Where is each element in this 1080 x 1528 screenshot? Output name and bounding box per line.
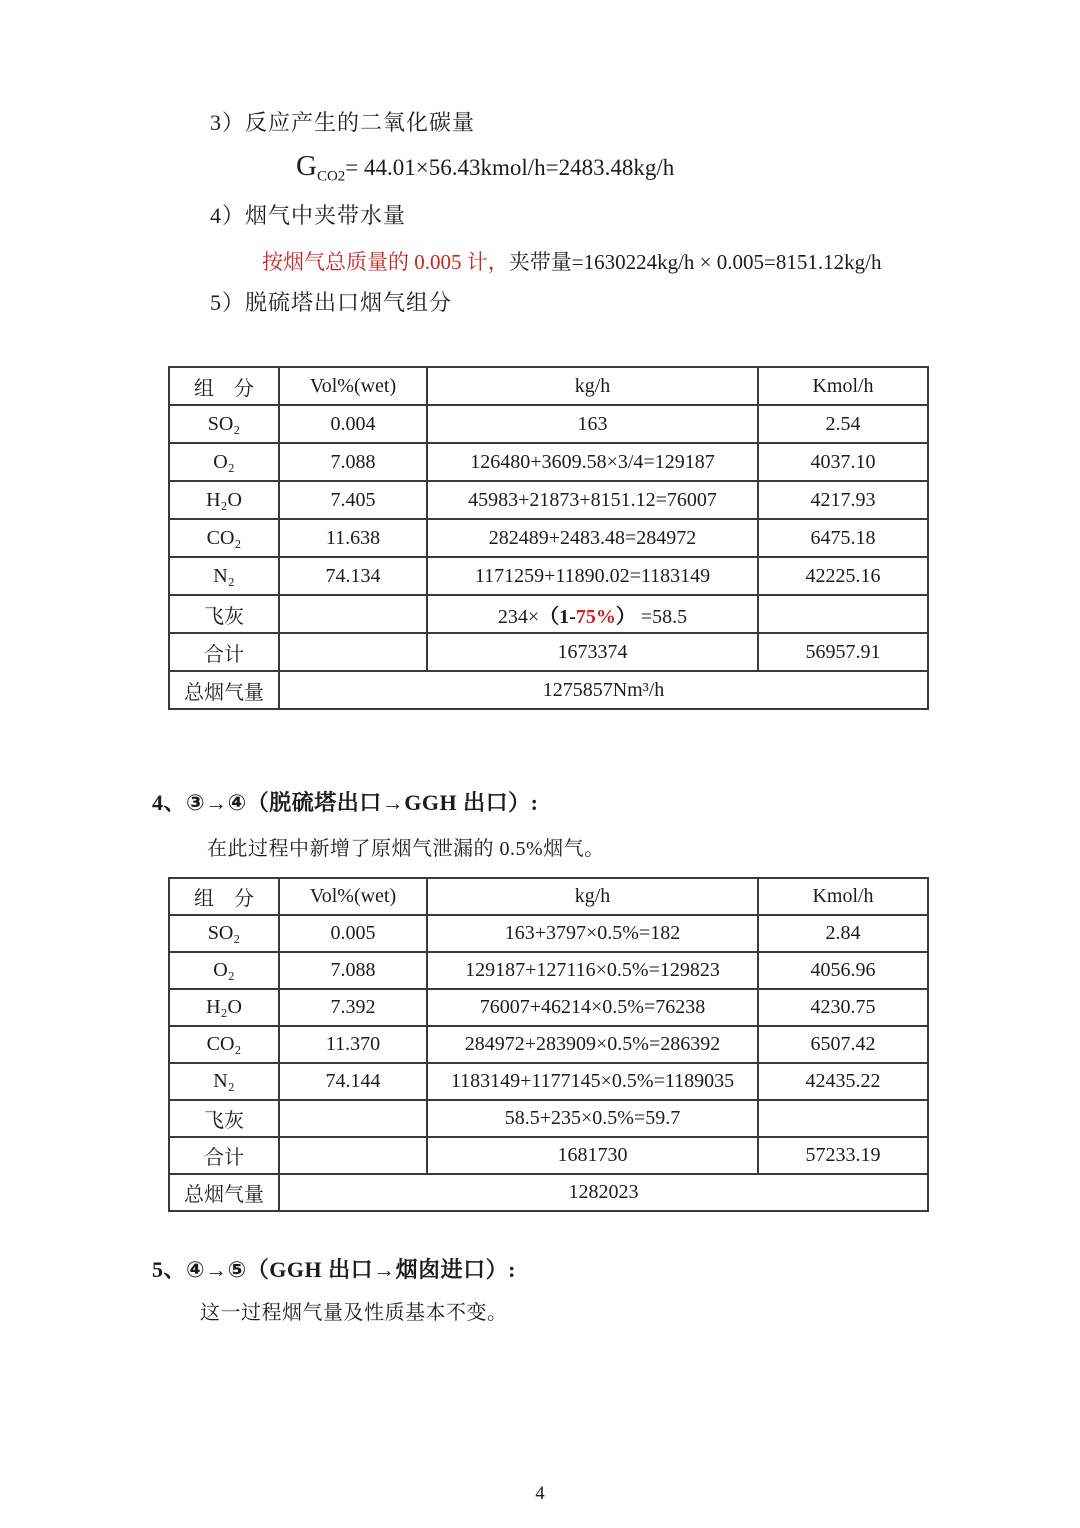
- col-header-kgh: kg/h: [427, 878, 758, 915]
- cell-component: 飞灰: [169, 595, 279, 633]
- table-row: [169, 405, 928, 443]
- flyash-row: [169, 595, 928, 633]
- col-header-kmolh: Kmol/h: [758, 367, 928, 405]
- flyash-row: [169, 1100, 928, 1137]
- table-row: [169, 915, 928, 952]
- cell-kgh: 1171259+11890.02=1183149: [427, 557, 758, 595]
- cell-kmolh: 4037.10: [758, 443, 928, 481]
- cell-component: 飞灰: [169, 1100, 279, 1137]
- table-row: [169, 1063, 928, 1100]
- cell-kgh: 1673374: [427, 633, 758, 671]
- heading-item-3: 3）反应产生的二氧化碳量: [210, 110, 476, 135]
- flue-total-row: [169, 671, 928, 709]
- table-row: [169, 989, 928, 1026]
- cell-kmolh: 4217.93: [758, 481, 928, 519]
- cell-kgh: 163+3797×0.5%=182: [427, 915, 758, 952]
- water-entrainment-equation: 夹带量=1630224kg/h × 0.005=8151.12kg/h: [508, 250, 882, 274]
- flue-total-row: [169, 1174, 928, 1211]
- page-number: 4: [535, 1483, 545, 1504]
- cell-kmolh: 42435.22: [758, 1063, 928, 1100]
- cell-vol: 7.088: [279, 443, 427, 481]
- cell-kgh: 58.5+235×0.5%=59.7: [427, 1100, 758, 1137]
- tower-outlet-composition-table: [168, 366, 929, 710]
- cell-kmolh: 6475.18: [758, 519, 928, 557]
- cell-kgh: 1681730: [427, 1137, 758, 1174]
- cell-component: SO₂: [169, 405, 279, 443]
- cell-empty: [279, 1137, 427, 1174]
- cell-vol: 11.638: [279, 519, 427, 557]
- col-header-kgh: kg/h: [427, 367, 758, 405]
- cell-component: 总烟气量: [169, 671, 279, 709]
- section-5-paragraph: 这一过程烟气量及性质基本不变。: [200, 1302, 508, 1324]
- table-header-row: [169, 878, 928, 915]
- col-header-component: 组 分: [169, 878, 279, 915]
- table-row: [169, 557, 928, 595]
- cell-vol: 7.405: [279, 481, 427, 519]
- cell-vol: 0.004: [279, 405, 427, 443]
- cell-kmolh: 4230.75: [758, 989, 928, 1026]
- cell-component: N₂: [169, 1063, 279, 1100]
- cell-kgh: 126480+3609.58×3/4=129187: [427, 443, 758, 481]
- cell-vol: 7.392: [279, 989, 427, 1026]
- formula-expression: = 44.01×56.43kmol/h=2483.48kg/h: [345, 155, 675, 180]
- table-row: [169, 1026, 928, 1063]
- section-5-heading: 5、④→⑤（GGH 出口→烟囱进口）:: [152, 1257, 516, 1282]
- cell-empty: [279, 595, 427, 633]
- cell-component: N₂: [169, 557, 279, 595]
- cell-vol: 7.088: [279, 952, 427, 989]
- cell-vol: 74.144: [279, 1063, 427, 1100]
- total-row: [169, 633, 928, 671]
- cell-flue-total: 1275857Nm³/h: [279, 671, 928, 709]
- cell-kgh: 163: [427, 405, 758, 443]
- cell-component: 合计: [169, 1137, 279, 1174]
- cell-kmolh: 2.54: [758, 405, 928, 443]
- cell-vol: 11.370: [279, 1026, 427, 1063]
- flyash-expr-result: =58.5: [635, 605, 688, 628]
- cell-kgh: 45983+21873+8151.12=76007: [427, 481, 758, 519]
- cell-component: SO₂: [169, 915, 279, 952]
- cell-empty: [279, 633, 427, 671]
- cell-component: H₂O: [169, 989, 279, 1026]
- heading-item-4: 4）烟气中夹带水量: [210, 203, 407, 228]
- co2-formula: [296, 152, 674, 186]
- section-4-heading: 4、③→④（脱硫塔出口→GGH 出口）:: [152, 790, 539, 815]
- cell-component: 合计: [169, 633, 279, 671]
- col-header-vol: Vol%(wet): [279, 878, 427, 915]
- cell-empty: [279, 1100, 427, 1137]
- cell-empty: [758, 595, 928, 633]
- cell-kmolh: 4056.96: [758, 952, 928, 989]
- water-entrainment-line: [262, 246, 881, 276]
- cell-component: O₂: [169, 443, 279, 481]
- flyash-expr-pre: 234×: [497, 605, 540, 628]
- ggh-outlet-composition-table: [168, 877, 929, 1212]
- cell-kmolh: 6507.42: [758, 1026, 928, 1063]
- cell-component: CO₂: [169, 519, 279, 557]
- flyash-expr-paren-close: ）: [615, 605, 636, 628]
- col-header-vol: Vol%(wet): [279, 367, 427, 405]
- table-row: [169, 952, 928, 989]
- flyash-expr-paren-open: （1-: [539, 605, 576, 628]
- heading-item-5: 5）脱硫塔出口烟气组分: [210, 290, 453, 315]
- cell-vol: 74.134: [279, 557, 427, 595]
- cell-kgh: 76007+46214×0.5%=76238: [427, 989, 758, 1026]
- flyash-removal-rate: 75%: [575, 605, 616, 628]
- formula-subscript: CO2: [316, 168, 346, 185]
- cell-kgh: 1183149+1177145×0.5%=1189035: [427, 1063, 758, 1100]
- cell-kgh: 129187+127116×0.5%=129823: [427, 952, 758, 989]
- cell-kmolh: 56957.91: [758, 633, 928, 671]
- cell-flue-total: 1282023: [279, 1174, 928, 1211]
- cell-kgh: 282489+2483.48=284972: [427, 519, 758, 557]
- cell-component: 总烟气量: [169, 1174, 279, 1211]
- col-header-kmolh: Kmol/h: [758, 878, 928, 915]
- cell-kmolh: 57233.19: [758, 1137, 928, 1174]
- table-row: [169, 443, 928, 481]
- cell-kgh: [427, 595, 758, 633]
- cell-kmolh: 2.84: [758, 915, 928, 952]
- cell-vol: 0.005: [279, 915, 427, 952]
- cell-empty: [758, 1100, 928, 1137]
- formula-symbol: G: [296, 150, 317, 182]
- water-entrainment-note-red: 按烟气总质量的 0.005 计，: [262, 250, 509, 274]
- col-header-component: 组 分: [169, 367, 279, 405]
- total-row: [169, 1137, 928, 1174]
- cell-kmolh: 42225.16: [758, 557, 928, 595]
- section-4-paragraph: 在此过程中新增了原烟气泄漏的 0.5%烟气。: [207, 838, 605, 860]
- cell-component: CO₂: [169, 1026, 279, 1063]
- cell-kgh: 284972+283909×0.5%=286392: [427, 1026, 758, 1063]
- table-header-row: [169, 367, 928, 405]
- cell-component: H₂O: [169, 481, 279, 519]
- cell-component: O₂: [169, 952, 279, 989]
- table-row: [169, 481, 928, 519]
- table-row: [169, 519, 928, 557]
